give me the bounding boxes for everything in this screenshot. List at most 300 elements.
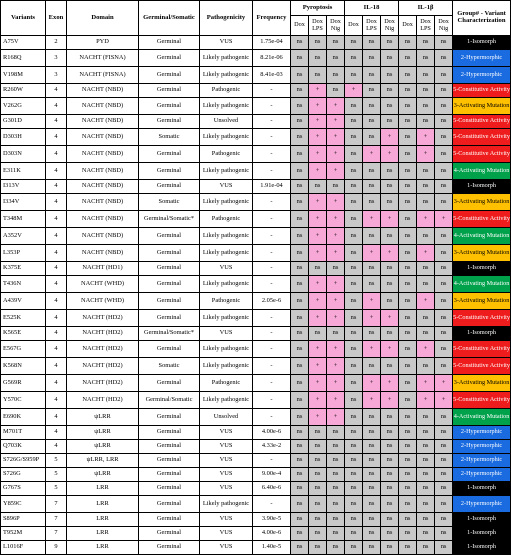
exon-cell: 5: [46, 454, 67, 468]
assay-cell: +: [363, 310, 381, 327]
table-row: [1, 426, 511, 440]
group-badge: 4-Activating Mutation: [453, 163, 511, 180]
assay-cell: ns: [309, 454, 327, 468]
assay-cell: ns: [417, 50, 435, 67]
group-badge: 1-Isomorph: [453, 327, 511, 341]
assay-cell: ns: [345, 454, 363, 468]
assay-cell: ns: [291, 262, 309, 276]
assay-cell: ns: [381, 482, 399, 496]
group-badge: 5-Constitutive Activity: [453, 115, 511, 129]
assay-cell: ns: [345, 513, 363, 527]
assay-cell: ns: [309, 426, 327, 440]
assay-cell: ns: [327, 50, 345, 67]
group-badge: 1-Isomorph: [453, 482, 511, 496]
pathogenicity-cell: VUS: [200, 440, 253, 454]
germinal-somatic-cell: Germinal: [139, 454, 200, 468]
assay-cell: +: [309, 310, 327, 327]
frequency-cell: -: [253, 228, 291, 245]
assay-cell: +: [327, 358, 345, 375]
assay-cell: ns: [381, 513, 399, 527]
assay-cell: ns: [291, 358, 309, 375]
assay-cell: +: [327, 392, 345, 409]
germinal-somatic-cell: Germinal: [139, 245, 200, 262]
table-row: [1, 392, 511, 409]
assay-cell: ns: [345, 50, 363, 67]
group-badge: 4-Activating Mutation: [453, 276, 511, 293]
assay-cell: ns: [291, 98, 309, 115]
table-row: [1, 482, 511, 496]
pathogenicity-cell: VUS: [200, 482, 253, 496]
assay-cell: +: [327, 146, 345, 163]
assay-cell: ns: [435, 50, 453, 67]
variant-cell: E690K: [1, 409, 46, 426]
assay-cell: ns: [381, 358, 399, 375]
table-row: [1, 262, 511, 276]
assay-cell: ns: [435, 129, 453, 146]
assay-cell: ns: [345, 129, 363, 146]
frequency-cell: -: [253, 245, 291, 262]
exon-cell: 2: [46, 36, 67, 50]
assay-cell: ns: [291, 454, 309, 468]
assay-cell: ns: [291, 84, 309, 98]
subheader-dox: Dox: [399, 16, 417, 36]
header-domain: Domain: [67, 1, 139, 36]
assay-cell: ns: [291, 468, 309, 482]
exon-cell: 4: [46, 180, 67, 194]
domain-cell: NACHT (NBD): [67, 115, 139, 129]
assay-cell: +: [309, 98, 327, 115]
assay-cell: ns: [327, 36, 345, 50]
assay-cell: ns: [363, 194, 381, 211]
assay-cell: ns: [417, 358, 435, 375]
variant-cell: E311K: [1, 163, 46, 180]
pathogenicity-cell: VUS: [200, 180, 253, 194]
assay-cell: ns: [291, 527, 309, 541]
assay-cell: ns: [291, 163, 309, 180]
domain-cell: LRR: [67, 527, 139, 541]
group-badge: 1-Isomorph: [453, 262, 511, 276]
assay-cell: ns: [417, 482, 435, 496]
assay-cell: +: [381, 392, 399, 409]
assay-cell: ns: [399, 84, 417, 98]
pathogenicity-cell: Likely pathogenic: [200, 341, 253, 358]
pathogenicity-cell: VUS: [200, 468, 253, 482]
assay-cell: ns: [399, 211, 417, 228]
assay-cell: ns: [345, 392, 363, 409]
assay-cell: ns: [399, 392, 417, 409]
assay-cell: ns: [363, 50, 381, 67]
germinal-somatic-cell: Germinal: [139, 426, 200, 440]
exon-cell: 3: [46, 67, 67, 84]
pathogenicity-cell: Unsolved: [200, 409, 253, 426]
assay-cell: ns: [291, 310, 309, 327]
table-row: [1, 115, 511, 129]
domain-cell: NACHT (NBD): [67, 211, 139, 228]
assay-cell: ns: [291, 228, 309, 245]
assay-cell: ns: [291, 496, 309, 513]
assay-cell: ns: [417, 440, 435, 454]
group-badge: 2-Hypermorphic: [453, 468, 511, 482]
assay-cell: +: [327, 129, 345, 146]
table-row: [1, 468, 511, 482]
assay-cell: ns: [399, 541, 417, 555]
assay-cell: +: [309, 245, 327, 262]
assay-cell: +: [363, 146, 381, 163]
frequency-cell: 6.40e-6: [253, 482, 291, 496]
assay-cell: +: [309, 276, 327, 293]
assay-cell: ns: [309, 50, 327, 67]
variant-cell: G569R: [1, 375, 46, 392]
assay-cell: ns: [363, 482, 381, 496]
frequency-cell: -: [253, 341, 291, 358]
germinal-somatic-cell: Germinal: [139, 228, 200, 245]
assay-cell: ns: [363, 180, 381, 194]
germinal-somatic-cell: Germinal: [139, 36, 200, 50]
assay-cell: +: [381, 310, 399, 327]
germinal-somatic-cell: Germinal: [139, 541, 200, 555]
assay-cell: +: [327, 115, 345, 129]
variant-cell: D303H: [1, 129, 46, 146]
assay-cell: +: [327, 341, 345, 358]
assay-cell: +: [381, 341, 399, 358]
assay-cell: ns: [417, 513, 435, 527]
germinal-somatic-cell: Germinal: [139, 50, 200, 67]
assay-cell: ns: [363, 262, 381, 276]
frequency-cell: 1.75e-04: [253, 36, 291, 50]
frequency-cell: -: [253, 194, 291, 211]
group-badge: 5-Constitutive Activity: [453, 84, 511, 98]
domain-cell: NACHT (HD2): [67, 327, 139, 341]
pathogenicity-cell: VUS: [200, 327, 253, 341]
assay-cell: ns: [363, 426, 381, 440]
assay-cell: ns: [417, 194, 435, 211]
frequency-cell: 1.91e-04: [253, 180, 291, 194]
assay-cell: ns: [399, 146, 417, 163]
pathogenicity-cell: VUS: [200, 541, 253, 555]
assay-cell: ns: [345, 163, 363, 180]
assay-cell: ns: [327, 262, 345, 276]
subheader-dox-nig: Dox Nig: [435, 16, 453, 36]
assay-cell: ns: [399, 358, 417, 375]
domain-cell: NACHT (WHD): [67, 293, 139, 310]
table-row: [1, 293, 511, 310]
group-badge: 5-Constitutive Activity: [453, 129, 511, 146]
assay-cell: +: [309, 392, 327, 409]
assay-cell: +: [363, 375, 381, 392]
pathogenicity-cell: Likely pathogenic: [200, 163, 253, 180]
group-badge: 1-Isomorph: [453, 513, 511, 527]
germinal-somatic-cell: Somatic: [139, 358, 200, 375]
assay-cell: ns: [399, 426, 417, 440]
domain-cell: NACHT (WHD): [67, 276, 139, 293]
frequency-cell: -: [253, 211, 291, 228]
assay-cell: ns: [381, 163, 399, 180]
assay-cell: +: [363, 392, 381, 409]
assay-cell: +: [309, 341, 327, 358]
table-row: [1, 541, 511, 555]
assay-cell: ns: [435, 409, 453, 426]
assay-cell: ns: [435, 163, 453, 180]
variant-cell: A439V: [1, 293, 46, 310]
assay-cell: ns: [309, 440, 327, 454]
assay-cell: ns: [309, 527, 327, 541]
assay-cell: +: [363, 293, 381, 310]
header-germinal-somatic: Germinal/Somatic: [139, 1, 200, 36]
frequency-cell: -: [253, 262, 291, 276]
domain-cell: ψLRR, LRR: [67, 454, 139, 468]
assay-cell: ns: [291, 513, 309, 527]
assay-cell: ns: [417, 262, 435, 276]
assay-cell: ns: [417, 84, 435, 98]
assay-cell: +: [363, 211, 381, 228]
group-badge: 4-Activating Mutation: [453, 409, 511, 426]
assay-cell: ns: [291, 245, 309, 262]
exon-cell: 4: [46, 375, 67, 392]
assay-cell: ns: [345, 194, 363, 211]
variant-cell: Y859C: [1, 496, 46, 513]
header-group: Group# - Variant Characterization: [453, 1, 511, 36]
assay-cell: +: [309, 358, 327, 375]
variant-cell: R168Q: [1, 50, 46, 67]
frequency-cell: -: [253, 84, 291, 98]
assay-cell: ns: [417, 426, 435, 440]
assay-cell: ns: [291, 341, 309, 358]
assay-cell: +: [435, 211, 453, 228]
variant-cell: G301D: [1, 115, 46, 129]
group-badge: 2-Hypermorphic: [453, 454, 511, 468]
assay-cell: ns: [417, 541, 435, 555]
exon-cell: 4: [46, 310, 67, 327]
assay-cell: ns: [435, 482, 453, 496]
assay-cell: ns: [435, 180, 453, 194]
pathogenicity-cell: VUS: [200, 527, 253, 541]
assay-cell: +: [309, 146, 327, 163]
assay-cell: ns: [435, 115, 453, 129]
assay-cell: +: [381, 129, 399, 146]
domain-cell: NACHT (HD1): [67, 262, 139, 276]
exon-cell: 4: [46, 293, 67, 310]
assay-cell: +: [435, 375, 453, 392]
exon-cell: 4: [46, 245, 67, 262]
germinal-somatic-cell: Somatic: [139, 129, 200, 146]
assay-cell: ns: [291, 211, 309, 228]
group-badge: 2-Hypermorphic: [453, 67, 511, 84]
assay-cell: ns: [291, 375, 309, 392]
assay-cell: ns: [327, 327, 345, 341]
assay-cell: +: [309, 293, 327, 310]
domain-cell: NACHT (NBD): [67, 245, 139, 262]
domain-cell: LRR: [67, 513, 139, 527]
assay-cell: +: [327, 245, 345, 262]
assay-cell: ns: [381, 440, 399, 454]
exon-cell: 4: [46, 262, 67, 276]
group-badge: 5-Constitutive Activity: [453, 341, 511, 358]
table-row: [1, 454, 511, 468]
variant-cell: I313V: [1, 180, 46, 194]
assay-cell: ns: [291, 36, 309, 50]
assay-cell: ns: [381, 276, 399, 293]
header-il18: IL-18: [345, 1, 399, 16]
group-badge: 3-Activating Mutation: [453, 245, 511, 262]
assay-cell: ns: [327, 180, 345, 194]
group-badge: 1-Isomorph: [453, 36, 511, 50]
assay-cell: ns: [381, 180, 399, 194]
pathogenicity-cell: VUS: [200, 36, 253, 50]
assay-cell: +: [327, 276, 345, 293]
assay-cell: ns: [435, 513, 453, 527]
group-badge: 5-Constitutive Activity: [453, 211, 511, 228]
pathogenicity-cell: Likely pathogenic: [200, 245, 253, 262]
subheader-dox-nig: Dox Nig: [381, 16, 399, 36]
table-row: [1, 163, 511, 180]
assay-cell: ns: [435, 293, 453, 310]
pathogenicity-cell: Likely pathogenic: [200, 98, 253, 115]
table-row: [1, 211, 511, 228]
germinal-somatic-cell: Germinal: [139, 146, 200, 163]
assay-cell: +: [327, 310, 345, 327]
group-badge: 3-Activating Mutation: [453, 98, 511, 115]
assay-cell: ns: [291, 426, 309, 440]
variant-cell: V262G: [1, 98, 46, 115]
assay-cell: ns: [291, 194, 309, 211]
assay-cell: +: [309, 409, 327, 426]
frequency-cell: -: [253, 310, 291, 327]
assay-cell: ns: [327, 426, 345, 440]
assay-cell: ns: [435, 496, 453, 513]
frequency-cell: -: [253, 115, 291, 129]
assay-cell: ns: [417, 163, 435, 180]
assay-cell: +: [363, 341, 381, 358]
assay-cell: ns: [345, 310, 363, 327]
assay-cell: ns: [399, 129, 417, 146]
assay-cell: ns: [399, 454, 417, 468]
assay-cell: ns: [399, 50, 417, 67]
variant-cell: Q703K: [1, 440, 46, 454]
germinal-somatic-cell: Germinal: [139, 293, 200, 310]
assay-cell: ns: [399, 527, 417, 541]
assay-cell: ns: [435, 98, 453, 115]
assay-cell: ns: [381, 496, 399, 513]
assay-cell: ns: [363, 228, 381, 245]
header-pyroptosis: Pyroptosis: [291, 1, 345, 16]
pathogenicity-cell: Unsolved: [200, 115, 253, 129]
assay-cell: ns: [309, 327, 327, 341]
assay-cell: +: [381, 146, 399, 163]
germinal-somatic-cell: Somatic: [139, 194, 200, 211]
domain-cell: NACHT (HD2): [67, 341, 139, 358]
exon-cell: 4: [46, 327, 67, 341]
pathogenicity-cell: Pathogenic: [200, 293, 253, 310]
table-row: [1, 98, 511, 115]
domain-cell: NACHT (NBD): [67, 129, 139, 146]
assay-cell: ns: [345, 468, 363, 482]
assay-cell: +: [417, 129, 435, 146]
variant-cell: Y570C: [1, 392, 46, 409]
assay-cell: ns: [435, 327, 453, 341]
assay-cell: ns: [435, 310, 453, 327]
assay-cell: ns: [435, 67, 453, 84]
assay-cell: ns: [291, 409, 309, 426]
assay-cell: ns: [345, 375, 363, 392]
assay-cell: ns: [291, 276, 309, 293]
table-row: [1, 36, 511, 50]
germinal-somatic-cell: Germinal: [139, 375, 200, 392]
assay-cell: +: [417, 392, 435, 409]
assay-cell: ns: [345, 276, 363, 293]
pathogenicity-cell: Likely pathogenic: [200, 194, 253, 211]
exon-cell: 4: [46, 194, 67, 211]
assay-cell: ns: [381, 36, 399, 50]
domain-cell: LRR: [67, 496, 139, 513]
pathogenicity-cell: Likely pathogenic: [200, 310, 253, 327]
assay-cell: ns: [435, 146, 453, 163]
germinal-somatic-cell: Germinal: [139, 482, 200, 496]
variant-cell: I334V: [1, 194, 46, 211]
pathogenicity-cell: VUS: [200, 426, 253, 440]
assay-cell: ns: [399, 341, 417, 358]
assay-cell: ns: [345, 293, 363, 310]
germinal-somatic-cell: Germinal/Somatic*: [139, 327, 200, 341]
assay-cell: ns: [327, 454, 345, 468]
variant-cell: S726G: [1, 468, 46, 482]
variant-cell: A352V: [1, 228, 46, 245]
assay-cell: ns: [345, 146, 363, 163]
domain-cell: NACHT (NBD): [67, 146, 139, 163]
group-badge: 3-Activating Mutation: [453, 293, 511, 310]
assay-cell: +: [381, 245, 399, 262]
table-row: [1, 440, 511, 454]
exon-cell: 4: [46, 276, 67, 293]
domain-cell: NACHT (NBD): [67, 228, 139, 245]
exon-cell: 5: [46, 468, 67, 482]
assay-cell: ns: [381, 50, 399, 67]
domain-cell: ψLRR: [67, 426, 139, 440]
exon-cell: 4: [46, 211, 67, 228]
assay-cell: ns: [363, 358, 381, 375]
assay-cell: ns: [327, 84, 345, 98]
variant-cell: R260W: [1, 84, 46, 98]
subheader-dox-lps: Dox LPS: [363, 16, 381, 36]
assay-cell: ns: [345, 36, 363, 50]
pathogenicity-cell: Likely pathogenic: [200, 358, 253, 375]
frequency-cell: -: [253, 98, 291, 115]
variant-cell: M701T: [1, 426, 46, 440]
assay-cell: ns: [381, 468, 399, 482]
assay-cell: +: [309, 228, 327, 245]
assay-cell: ns: [417, 115, 435, 129]
table-row: [1, 276, 511, 293]
group-badge: 2-Hypermorphic: [453, 426, 511, 440]
assay-cell: ns: [435, 358, 453, 375]
assay-cell: ns: [345, 426, 363, 440]
assay-cell: ns: [399, 194, 417, 211]
assay-cell: ns: [417, 409, 435, 426]
group-badge: 2-Hypermorphic: [453, 496, 511, 513]
assay-cell: ns: [399, 468, 417, 482]
domain-cell: LRR: [67, 482, 139, 496]
subheader-dox-lps: Dox LPS: [417, 16, 435, 36]
variant-table-body: [1, 36, 511, 555]
group-badge: 2-Hypermorphic: [453, 440, 511, 454]
assay-cell: ns: [399, 36, 417, 50]
group-badge: 5-Constitutive Activity: [453, 358, 511, 375]
frequency-cell: -: [253, 496, 291, 513]
table-row: [1, 496, 511, 513]
assay-cell: ns: [435, 194, 453, 211]
assay-cell: ns: [399, 276, 417, 293]
assay-cell: ns: [399, 293, 417, 310]
exon-cell: 4: [46, 129, 67, 146]
